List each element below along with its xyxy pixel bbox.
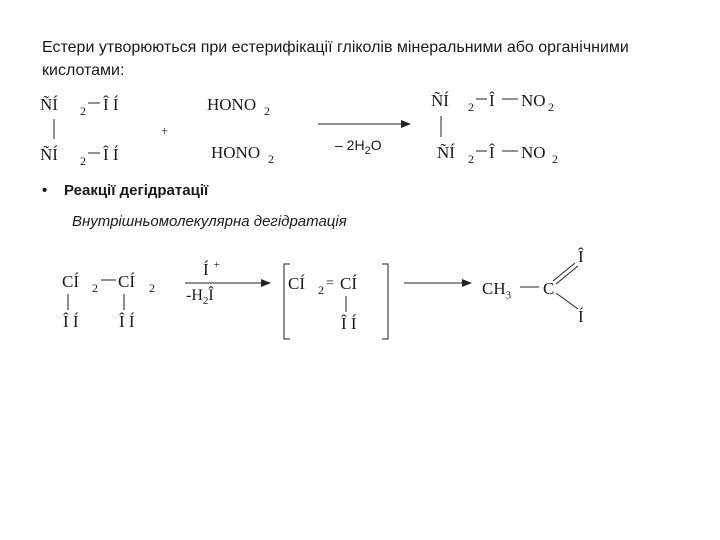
glycol-bottom-oh: Î Í [103, 145, 119, 164]
r2-intermediate-oh: Î Í [341, 314, 357, 333]
product-bottom-ch2: ÑÍ [437, 143, 455, 162]
r2-intermediate-c1-sub: 2 [318, 283, 324, 297]
glycol-top-ch2-sub: 2 [80, 104, 86, 118]
arrow3-head [462, 279, 472, 287]
r2-intermediate-double-bond: = [326, 276, 334, 291]
arrow2-head [261, 279, 271, 287]
r2-product-oxygen: Î [578, 247, 584, 266]
plus-sign: + [161, 123, 169, 138]
product-bottom-o: Î [489, 143, 495, 162]
product-bottom-ch2-sub: 2 [468, 152, 474, 166]
bond-r2-product-c-h [556, 293, 578, 309]
bullet-icon: • [42, 182, 48, 199]
bullet-label: Реакції дегідратації [64, 182, 209, 199]
product-top-ch2: ÑÍ [431, 91, 449, 110]
glycol-top-ch2: ÑÍ [40, 95, 58, 114]
r2-reactant-c2-sub: 2 [149, 281, 155, 295]
condition-minus-water: – $2H_2O$ [335, 137, 382, 157]
r2-product-hydrogen: Í [578, 307, 584, 326]
product-top-no2: NO [521, 91, 546, 110]
product-bottom-no2: NO [521, 143, 546, 162]
r2-product-carbon: C [543, 279, 555, 298]
r2-intermediate-c1: CÍ [288, 274, 305, 293]
acid-bottom-sub: 2 [268, 152, 274, 166]
bracket-right [382, 264, 388, 339]
acid-top: HONO [207, 95, 257, 114]
glycol-bottom-ch2-sub: 2 [80, 154, 86, 168]
bond-r2-product-c-o-1 [553, 263, 575, 281]
glycol-bottom-ch2: ÑÍ [40, 145, 58, 164]
arrow1-head [401, 120, 411, 128]
r2-intermediate-c2: CÍ [340, 274, 357, 293]
r2-reactant-oh1: Î Í [63, 312, 79, 331]
r2-minus-water: $-H_2Î$ [186, 287, 214, 308]
bracket-left [284, 264, 290, 339]
product-top-no2-sub: 2 [548, 100, 554, 114]
r2-reactant-c1-sub: 2 [92, 281, 98, 295]
product-top-o: Î [489, 91, 495, 110]
subtitle-intramolecular: Внутрішньомолекулярна дегідратація [72, 213, 347, 230]
product-top-ch2-sub: 2 [468, 100, 474, 114]
r2-reactant-c1: CÍ [62, 272, 79, 291]
r2-reactant-c2: CÍ [118, 272, 135, 291]
product-bottom-no2-sub: 2 [552, 152, 558, 166]
intro-paragraph: Естери утворюються при естерифікації гліколів мінеральними або органічними кислотами: [42, 39, 629, 79]
r2-catalyst: Í + [203, 259, 220, 279]
r2-product-ch3: $CH_3$ [482, 279, 512, 302]
glycol-top-oh: Î Í [103, 95, 119, 114]
acid-bottom: HONO [211, 143, 261, 162]
r2-reactant-oh2: Î Í [119, 312, 135, 331]
bond-r2-product-c-o-2 [556, 266, 578, 284]
acid-top-sub: 2 [264, 104, 270, 118]
